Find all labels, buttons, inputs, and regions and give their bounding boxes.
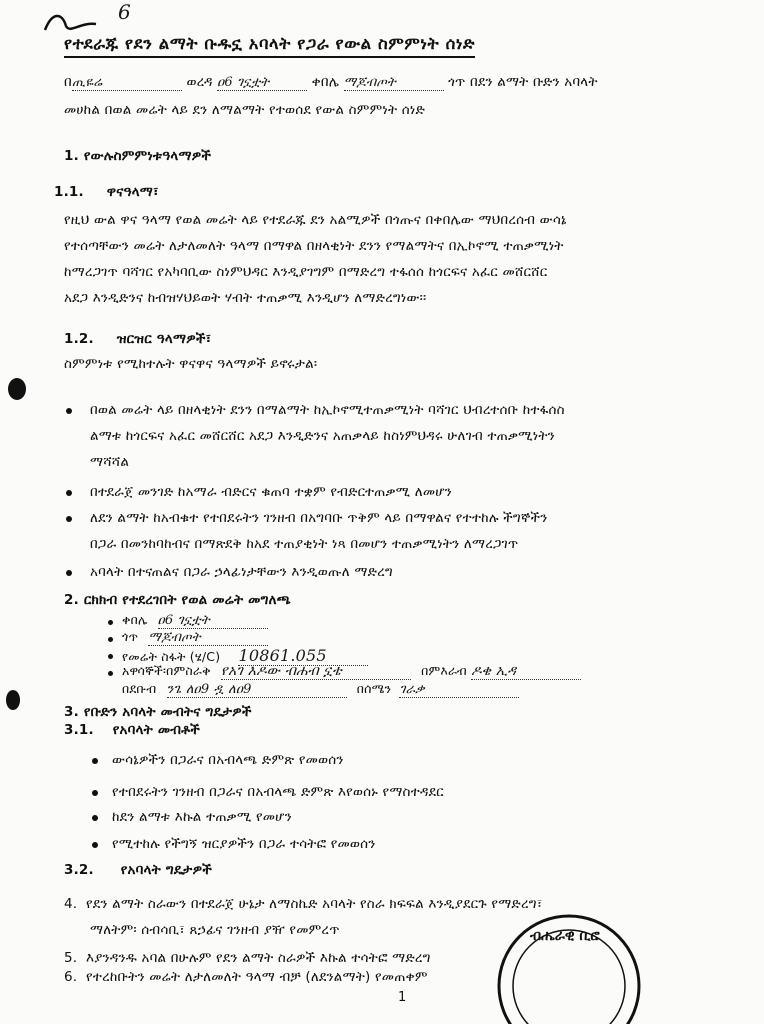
- north-label: በሰሜን: [356, 681, 392, 696]
- bullet-dot: [66, 490, 72, 496]
- document-title: [64, 34, 475, 58]
- s11-title: ዋናዓላማ፣: [106, 184, 159, 200]
- section-3-2-heading: [64, 862, 212, 878]
- north-value: ገራቃ: [399, 682, 519, 698]
- south-value: ንጌ ለዐ9 ዷ ለዐ9: [167, 682, 347, 698]
- section-3-1-heading: [64, 722, 200, 738]
- bullet-dot: [66, 570, 72, 576]
- stamp-text: ብሔራዊ ቢሮ: [530, 928, 600, 944]
- section-3-heading: 3. የቡድን አባላት መብትና ግዴታዎች: [64, 704, 252, 720]
- objective-3-line-1: ለደን ልማት ከአብቁተ የተበደሩትን ገንዘብ በአግባቡ ጥቅም ላይ በማዋልና የተተከሉ ችግኞችን: [90, 510, 548, 526]
- bullet-dot: [92, 790, 98, 796]
- s11-number: 1.1.: [54, 184, 84, 200]
- objective-2: በተደራጀ መንገድ ከአማራ ብድርና ቁጠባ ተቋም የብድርተጠቃሚ ለመሆን: [90, 484, 452, 500]
- land-got: [122, 629, 268, 646]
- s12-number: 1.2.: [64, 331, 94, 347]
- land-boundaries: [122, 663, 581, 680]
- s12-intro: ስምምነቱ የሚከተሉት ዋናዋና ዓላማዎች ይኖሩታል፡: [64, 356, 318, 372]
- bullet-dot: [92, 758, 98, 764]
- section-1-1-heading: [54, 184, 159, 200]
- binder-hole-bottom: [6, 690, 20, 710]
- intro-line-2: መሀከል በወል መሬት ላይ ደን ለማልማት የተወሰደ የውል ስምምነት ሰነድ: [64, 102, 425, 118]
- intro-line-1: [64, 74, 598, 91]
- right-3: ከደን ልማቱ እኩል ተጠቃሚ የመሆን: [112, 809, 292, 825]
- land-got-value: ማጆብጦት: [148, 630, 268, 646]
- land-area-label: የመሬት ስፋት (ሄ/C): [122, 649, 221, 664]
- land-kebele-label: ቀበሌ: [122, 612, 148, 627]
- south-label: በደቡብ: [122, 681, 157, 696]
- s32-number: 3.2.: [64, 862, 94, 878]
- kebele-value: ማጆብጦት: [344, 75, 444, 91]
- right-2: የተበደሩትን ገንዘብ በጋራና በአብላጫ ድምጽ እየወሰኑ የማስተዳደር: [112, 784, 444, 800]
- region-value: ጢዬሬ: [72, 75, 182, 91]
- bullet-dot: [66, 408, 72, 414]
- duty-number: 5.: [64, 950, 78, 966]
- page-number: 1: [398, 990, 407, 1005]
- right-4: የሚተከሉ የችግኝ ዝርያዎችን በጋራ ተሳትፎ የመወሰን: [112, 836, 376, 852]
- section-2-heading: 2. ርክክብ የተደረገበት የወል መሬት መግለጫ: [64, 592, 291, 608]
- s11-line-4: አደጋ እንዲድንና ከብዝሃህይወት ሃብት ተጠቃሚ እንዲሆን ለማድረግነው፡፡: [64, 290, 427, 306]
- bullet-dot: [108, 671, 113, 676]
- kebele-label: ቀበሌ: [311, 74, 340, 90]
- boundary-west-label: በምእራብ: [421, 663, 467, 678]
- woreda-label: ወረዳ: [186, 74, 213, 90]
- woreda-value: ዐ6 ገኗቷት: [217, 75, 307, 91]
- s11-line-3: ከማረጋገጥ ባሻገር የአካባቢው ስነምህዳር እንዲያገግም በማድረግ ተፋሰሰ ከጎርፍና አፈር መሸርሸር: [64, 264, 548, 280]
- duty-4-continued: ማለትም፡ ሰብሳቢ፣ ጸኃፊና ገንዘብ ያዥ የመምረጥ: [90, 922, 340, 938]
- right-1: ውሳኔዎችን በጋራና በአብላጫ ድምጽ የመወሰን: [112, 752, 344, 768]
- bullet-dot: [108, 637, 113, 642]
- bullet-dot: [92, 815, 98, 821]
- land-area-value: 10861.055: [238, 646, 368, 666]
- bullet-dot: [66, 516, 72, 522]
- land-south-north: [122, 681, 519, 698]
- bullet-dot: [108, 620, 113, 625]
- boundary-east-value: የአገ እዶው ብሐብ ኗቴ: [221, 663, 411, 680]
- title-text: የተደራጁ የደን ልማት ቡዱኗ አባላት የጋራ የውል ስምምነት ሰነድ: [64, 34, 476, 53]
- duty-4: [64, 896, 542, 912]
- official-stamp: [494, 900, 644, 1024]
- duty-number: 6.: [64, 969, 78, 985]
- duty-text: የተረከቡትን መሬት ለታለመለት ዓላማ ብቻ (ለደንልማት) የመጠቀም: [86, 969, 428, 985]
- s11-line-1: የዚህ ውል ዋና ዓላማ የወል መሬት ላይ የተደራጁ ደን አልሚዎች በጎጡና በቀበሌው ማህበረሰብ ውሳኔ: [64, 212, 567, 228]
- boundary-west-value: ዶቄ ኢዳ: [471, 663, 581, 680]
- intro-suffix: ጎጥ በደን ልማት ቡድን አባላት: [448, 74, 598, 90]
- s11-line-2: የተሰጣቸውን መሬት ለታለመለት ዓላማ በማዋል በዘላቂነት ደንን የማልማትና በኢኮኖሚ ተጠቃሚነት: [64, 238, 564, 254]
- duty-number: 4.: [64, 896, 78, 912]
- objective-4: አባላት በተናጠልና በጋራ ኃላፊነታቸውን እንዲወጡለ ማድረግ: [90, 564, 393, 580]
- land-got-label: ጎጥ: [122, 629, 139, 644]
- s32-title: የአባላት ግዴታዎች: [120, 862, 212, 878]
- s31-title: የአባላት መብቶች: [112, 722, 200, 738]
- land-kebele: [122, 612, 268, 629]
- duty-text: የደን ልማት ስራውን በተደራጀ ሁኔታ ለማስኬድ አባላት የስራ ክፍፍል እንዲያደርጉ የማድረግ፣: [86, 896, 543, 912]
- boundary-east-label: አዋሳኞች፡በምስራቅ: [122, 663, 211, 678]
- duty-6: [64, 969, 428, 985]
- duty-text: እያንዳንዱ አባል በሁሉም የደን ልማት ስራዎች እኩል ተሳትፎ ማድረግ: [86, 950, 431, 966]
- section-1-heading: 1. የውሉስምምነቱዓላማዎች: [64, 148, 212, 164]
- bullet-dot: [92, 842, 98, 848]
- objective-1-line-2: ልማቱ ከጎርፍና አፈር መሸርሸር አደጋ እንዲድንና አጠቃላይ ከስነምህዳሩ ሁለገብ ተጠቃሚነትን: [90, 428, 555, 444]
- objective-1-line-1: በወል መሬት ላይ በዘላቂነት ደንን በማልማት ከኢኮኖሚተጠቃሚነት ባሻገር ህብረተሰቡ ከተፋሰስ: [90, 402, 565, 418]
- intro-prefix: በ: [64, 74, 72, 90]
- page-mark: 6: [118, 0, 131, 24]
- section-1-2-heading: [64, 331, 211, 347]
- bullet-dot: [108, 654, 113, 659]
- land-kebele-value: ዐ6 ገኗቷት: [158, 613, 268, 629]
- binder-hole-top: [8, 378, 26, 400]
- duty-5: [64, 950, 431, 966]
- s12-title: ዝርዝር ዓላማዎች፣: [116, 331, 212, 347]
- s31-number: 3.1.: [64, 722, 94, 738]
- objective-3-line-2: በጋራ በመንከባከብና በማጽደቅ ከአደ ተጠያቂነት ነጻ በመሆን ተጠቃሚነትን ለማረጋገጥ: [90, 536, 519, 552]
- objective-1-line-3: ማሻሻል: [90, 454, 130, 470]
